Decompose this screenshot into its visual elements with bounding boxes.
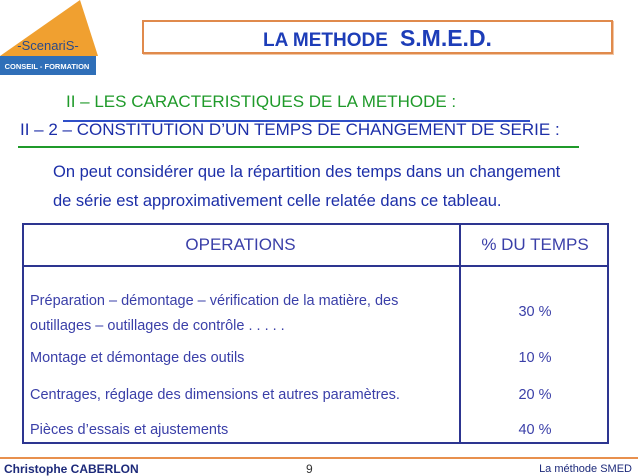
paragraph-line: de série est approximativement celle relatée dans ce tableau. [53, 192, 502, 210]
logo-name: -ScenariS- [17, 38, 79, 53]
table-row-operation: Montage et démontage des outils [30, 350, 245, 366]
table-row-operation: Pièces d’essais et ajustements [30, 422, 229, 438]
title-part2: S.M.E.D. [399, 25, 492, 51]
intro-paragraph [53, 158, 560, 216]
subsection-heading: II – 2 – CONSTITUTION D’UN TEMPS DE CHANGEMENT DE SERIE : [20, 120, 560, 139]
footer-subject: La méthode SMED [539, 463, 632, 475]
column-divider [459, 223, 461, 444]
slide-title [142, 20, 613, 54]
section-heading: II – LES CARACTERISTIQUES DE LA METHODE : [66, 92, 457, 111]
subheading-underline [18, 146, 579, 148]
scenaris-logo [0, 0, 98, 76]
table-row-percent: 40 % [518, 422, 552, 438]
header-percent: % DU TEMPS [481, 235, 589, 254]
table-row-percent: 20 % [518, 387, 552, 403]
paragraph-line: On peut considérer que la répartition des temps dans un changement [53, 163, 561, 181]
table-row-operation: Centrages, réglage des dimensions et autres paramètres. [30, 387, 400, 403]
table-row-percent: 10 % [518, 350, 552, 366]
footer-divider [0, 457, 638, 459]
header-operations: OPERATIONS [185, 235, 296, 254]
table-row-operation [30, 289, 398, 339]
logo-tagline: CONSEIL - FORMATION [4, 62, 90, 71]
operation-line: Préparation – démontage – vérification de la matière, des [30, 293, 399, 309]
page-number: 9 [306, 462, 313, 476]
title-part1: LA METHODE [263, 30, 388, 51]
operation-line: outillages – outillages de contrôle . . . . . [30, 318, 285, 334]
header-divider [22, 265, 609, 267]
footer-author: Christophe CABERLON [4, 462, 139, 476]
table-row-percent: 30 % [518, 304, 552, 320]
